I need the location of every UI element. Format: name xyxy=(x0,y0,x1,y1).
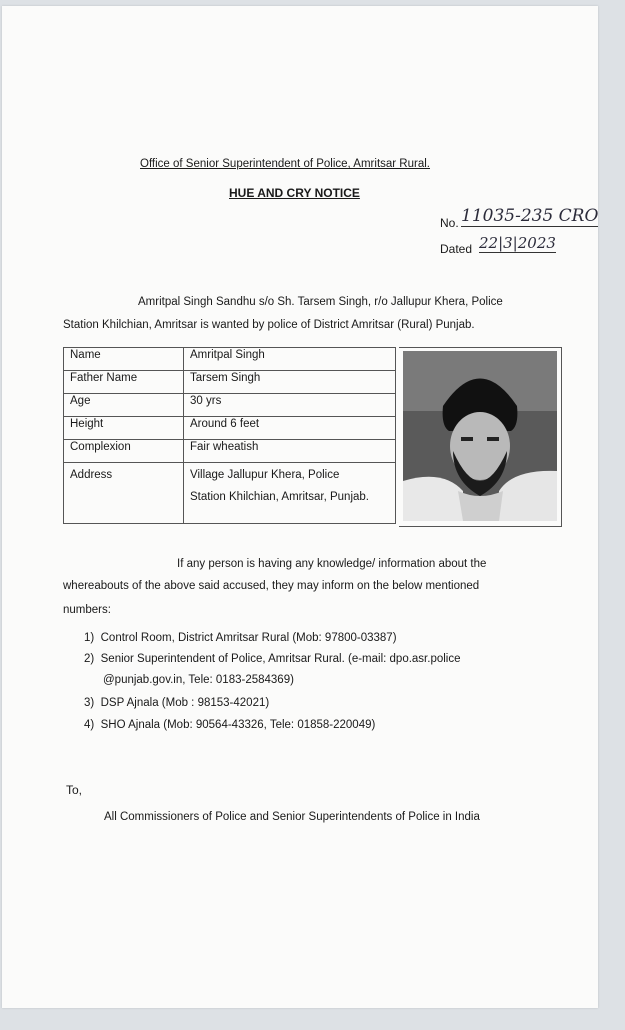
date-value: 22|3|2023 xyxy=(479,234,556,252)
list-item xyxy=(84,632,397,644)
row-label: Name xyxy=(64,348,184,371)
table-row xyxy=(64,440,396,463)
info-line-1: If any person is having any knowledge/ information about the xyxy=(177,558,487,570)
intro-line-2: Station Khilchian, Amritsar is wanted by police of District Amritsar (Rural) Punjab. xyxy=(63,319,475,331)
address-line-2: Station Khilchian, Amritsar, Punjab. xyxy=(190,491,369,503)
accused-details-table xyxy=(63,347,396,524)
row-value: Tarsem Singh xyxy=(184,371,396,394)
info-line-3: numbers: xyxy=(63,604,111,616)
accused-photo xyxy=(403,351,557,521)
row-label: Complexion xyxy=(64,440,184,463)
notice-page xyxy=(2,6,598,1008)
contact-text: Control Room, District Amritsar Rural (Mob: 97800-03387) xyxy=(100,632,397,644)
row-label: Height xyxy=(64,417,184,440)
table-row xyxy=(64,394,396,417)
contact-text: SHO Ajnala (Mob: 90564-43326, Tele: 01858-220049) xyxy=(100,719,376,731)
row-label: Father Name xyxy=(64,371,184,394)
reference-number: 11035-235 CRO xyxy=(461,206,599,226)
intro-line-1: Amritpal Singh Sandhu s/o Sh. Tarsem Singh, r/o Jallupur Khera, Police xyxy=(138,296,503,308)
contact-text-continued: @punjab.gov.in, Tele: 0183-2584369) xyxy=(103,674,294,686)
row-label: Age xyxy=(64,394,184,417)
notice-heading: HUE AND CRY NOTICE xyxy=(229,186,360,200)
row-value: Amritpal Singh xyxy=(184,348,396,371)
table-row xyxy=(64,417,396,440)
reference-label: No. xyxy=(440,216,459,230)
address-line-1: Village Jallupur Khera, Police xyxy=(190,469,340,481)
table-row xyxy=(64,348,396,371)
info-line-2: whereabouts of the above said accused, they may inform on the below mentioned xyxy=(63,580,480,592)
photo-cell xyxy=(399,347,562,527)
list-number: 3) xyxy=(84,697,95,709)
list-number: 1) xyxy=(84,632,95,644)
recipients-line: All Commissioners of Police and Senior Superintendents of Police in India xyxy=(104,811,480,823)
row-value xyxy=(184,463,396,524)
list-number: 4) xyxy=(84,719,95,731)
list-number: 2) xyxy=(84,653,95,665)
to-label: To, xyxy=(66,783,83,797)
list-item xyxy=(84,719,375,731)
table-row xyxy=(64,463,396,524)
row-value: Fair wheatish xyxy=(184,440,396,463)
row-value: 30 yrs xyxy=(184,394,396,417)
office-line: Office of Senior Superintendent of Police, Amritsar Rural. xyxy=(140,158,430,170)
list-item xyxy=(84,697,269,709)
contact-text: DSP Ajnala (Mob : 98153-42021) xyxy=(100,697,270,709)
contact-text: Senior Superintendent of Police, Amritsar Rural. (e-mail: dpo.asr.police xyxy=(100,653,461,665)
list-item xyxy=(84,653,461,665)
row-label: Address xyxy=(64,463,184,524)
date-label: Dated xyxy=(440,242,473,256)
table-row xyxy=(64,371,396,394)
row-value: Around 6 feet xyxy=(184,417,396,440)
